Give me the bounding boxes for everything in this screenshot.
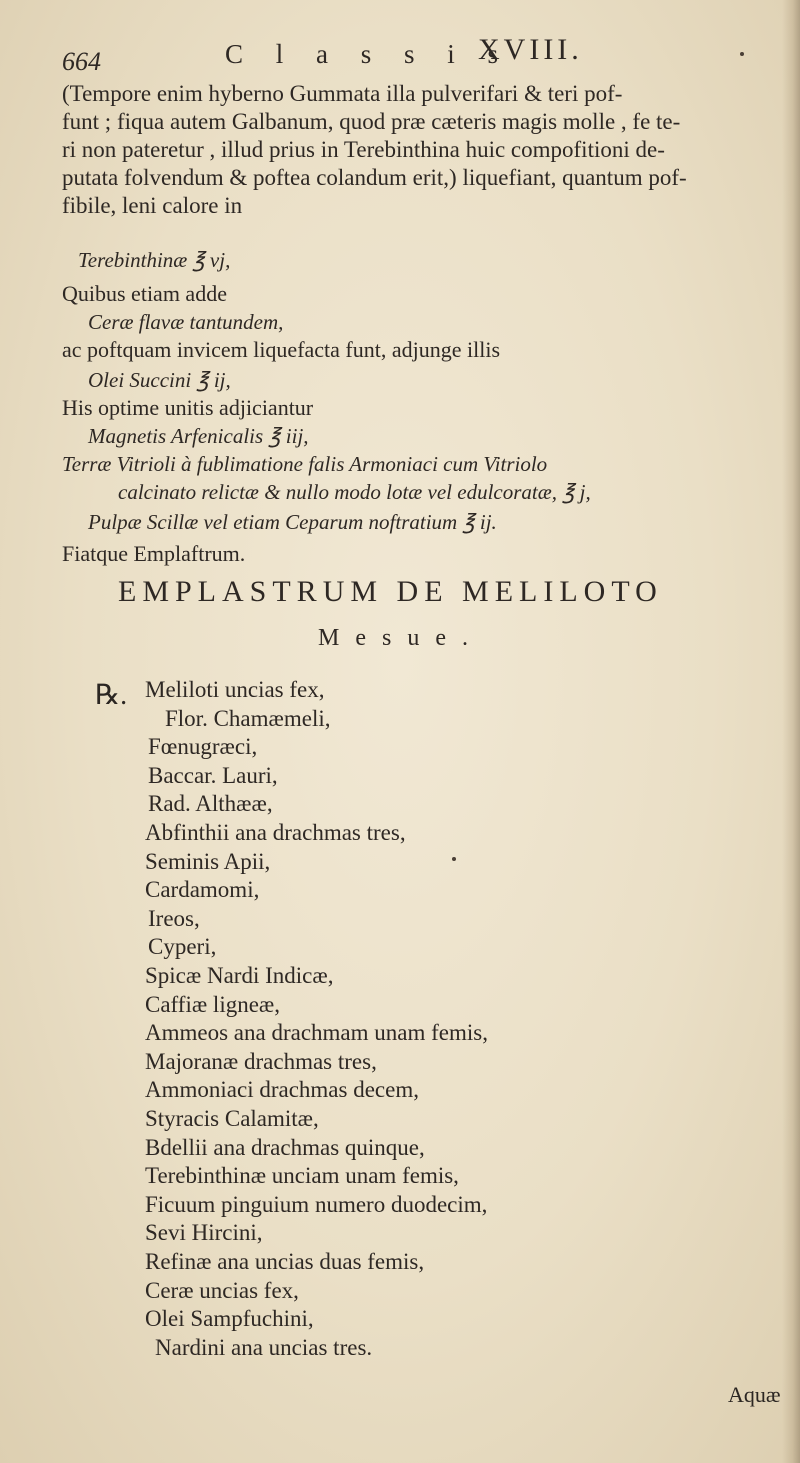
body-line: (Tempore enim hyberno Gummata illa pulverifari & teri pof- (62, 81, 623, 106)
recipe-line: Seminis Apii, (145, 848, 271, 874)
ingredient-line: Ceræ flavæ tantundem, (88, 310, 284, 334)
recipe-line: Ammeos ana drachmam unam femis, (145, 1020, 488, 1046)
instruction-line: Fiatque Emplaftrum. (62, 541, 246, 566)
body-line: putata folvendum & poftea colandum erit,) liquefiant, quantum pof- (62, 165, 687, 190)
recipe-line: Nardini ana uncias tres. (155, 1334, 373, 1360)
recipe-line: Meliloti uncias fex, (145, 677, 325, 702)
recipe-author: Mesue. (318, 625, 484, 651)
ink-speck (740, 52, 744, 56)
recipe-line: Cyperi, (148, 934, 217, 960)
recipe-line: Olei Sampfuchini, (145, 1306, 314, 1332)
ingredient-line: Olei Succini ℥ ij, (88, 368, 231, 392)
recipe-line: Abfinthii ana drachmas tres, (145, 820, 406, 845)
recipe-line: Terebinthinæ unciam unam femis, (145, 1163, 459, 1189)
ingredient-line: calcinato relictæ & nullo modo lotæ vel edulcoratæ, ℥ j, (118, 480, 591, 504)
recipe-line: Flor. Chamæmeli, (165, 705, 331, 731)
body-line: fibile, leni calore in (62, 193, 243, 218)
recipe-line: Fœnugræci, (148, 734, 258, 760)
ingredient-line: Terebinthinæ ℥ vj, (78, 248, 231, 272)
recipe-title: EMPLASTRUM DE MELILOTO (118, 575, 663, 608)
section-number: XVIII. (478, 33, 583, 66)
recipe-line: Ammoniaci drachmas decem, (145, 1077, 419, 1103)
recipe-line: Cardamomi, (145, 877, 260, 903)
body-line: ri non pateretur , illud prius in Terebinthina huic compofitioni de- (62, 137, 665, 162)
recipe-line: Ficuum pinguium numero duodecim, (145, 1191, 488, 1217)
recipe-line: Sevi Hircini, (145, 1220, 263, 1246)
instruction-line: ac poftquam invicem liquefacta funt, adjunge illis (62, 337, 501, 362)
recipe-line: Styracis Calamitæ, (145, 1106, 319, 1131)
recipe-line: Rad. Althææ, (148, 791, 273, 817)
page-edge-shadow (782, 0, 800, 1463)
instruction-line: Quibus etiam adde (62, 281, 227, 306)
recipe-symbol: ℞. (95, 680, 128, 711)
recipe-line: Spicæ Nardi Indicæ, (145, 963, 334, 988)
recipe-line: Baccar. Lauri, (148, 762, 278, 788)
recipe-line: Ceræ uncias fex, (145, 1277, 299, 1303)
ink-speck (452, 857, 456, 861)
recipe-line: Majoranæ drachmas tres, (145, 1048, 377, 1074)
page-number: 664 (62, 47, 101, 76)
recipe-line: Ireos, (148, 905, 200, 931)
recipe-line: Caffiæ ligneæ, (145, 991, 281, 1017)
body-line: funt ; fiqua autem Galbanum, quod præ cæteris magis molle , fe te- (62, 109, 681, 134)
ingredient-line: Magnetis Arfenicalis ℥ iij, (88, 424, 309, 448)
recipe-line: Bdellii ana drachmas quinque, (145, 1134, 425, 1160)
ingredient-line: Pulpæ Scillæ vel etiam Ceparum noftratium ℥ ij. (88, 510, 497, 534)
running-title: C l a s s i s (225, 39, 512, 69)
ingredient-line: Terræ Vitrioli à fublimatione falis Armoniaci cum Vitriolo (62, 452, 548, 476)
recipe-line: Refinæ ana uncias duas femis, (145, 1249, 425, 1274)
catchword: Aquæ (728, 1382, 781, 1407)
instruction-line: His optime unitis adjiciantur (62, 395, 314, 420)
